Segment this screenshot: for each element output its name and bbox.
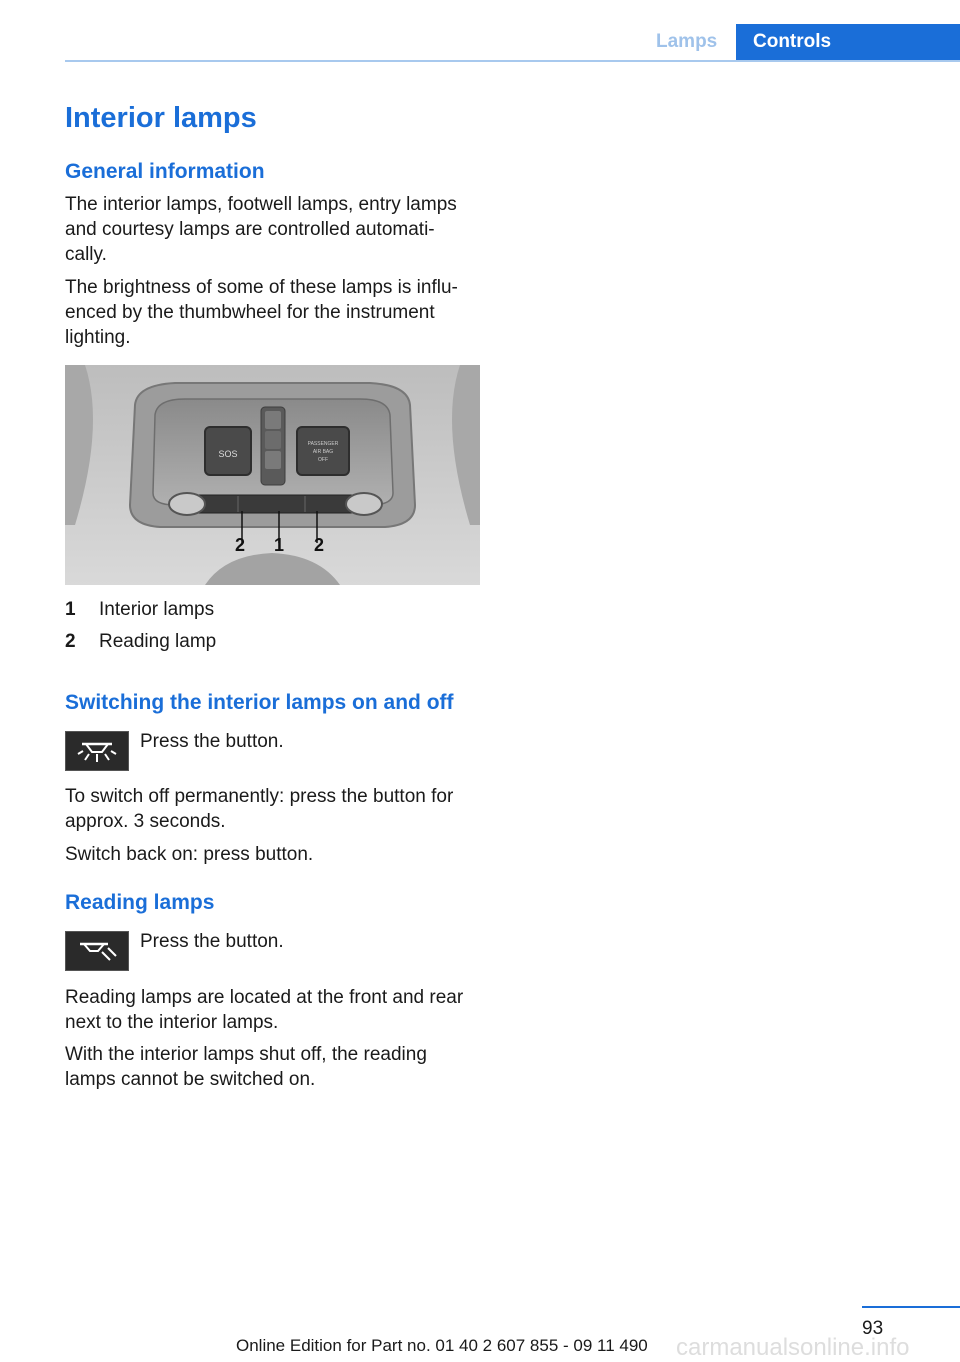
text-line: approx. 3 seconds. (65, 811, 226, 832)
reading-lamp-button-icon (65, 931, 129, 971)
callout-2-right: 2 (313, 535, 325, 555)
footer-rule (862, 1306, 960, 1308)
legend-text: Interior lamps (99, 599, 215, 620)
general-para-1 (65, 192, 483, 267)
text-line: With the interior lamps shut off, the reading (65, 1044, 427, 1065)
switching-para-2 (65, 842, 483, 867)
switching-para-1 (65, 784, 483, 834)
reading-caption: Press the button. (140, 931, 284, 952)
airbag-label-line: OFF (318, 457, 328, 463)
text-line: lighting. (65, 327, 131, 348)
text-line: next to the interior lamps. (65, 1012, 279, 1033)
airbag-label-line: PASSENGER (307, 441, 339, 447)
page-title: Interior lamps (65, 102, 257, 134)
general-heading: General information (65, 160, 265, 183)
switching-caption: Press the button. (140, 731, 284, 752)
sos-label: SOS (218, 449, 238, 459)
legend-number: 2 (65, 631, 76, 652)
text-line: To switch off permanently: press the button for (65, 786, 454, 807)
callout-2-left: 2 (234, 535, 246, 555)
header-chapter-tab: Controls (736, 24, 960, 62)
edition-line: Online Edition for Part no. 01 40 2 607 855 - 09 11 490 (236, 1336, 648, 1355)
header-rule (65, 60, 960, 62)
text-line: lamps cannot be switched on. (65, 1069, 316, 1090)
switching-heading: Switching the interior lamps on and off (65, 691, 454, 714)
text-line: and courtesy lamps are controlled automati- (65, 219, 435, 240)
reading-heading: Reading lamps (65, 891, 215, 914)
page-number: 93 (862, 1318, 884, 1339)
airbag-indicator (297, 427, 349, 475)
callout-1: 1 (273, 535, 285, 555)
airbag-label-line: AIR BAG (312, 449, 334, 455)
interior-lamp-button-icon (65, 731, 129, 771)
legend-text: Reading lamp (99, 631, 217, 652)
text-line: cally. (65, 244, 107, 265)
reading-para-2 (65, 1042, 483, 1092)
overhead-console-illustration (65, 365, 480, 585)
legend-number: 1 (65, 599, 76, 620)
watermark: carmanualsonline.info (676, 1334, 910, 1361)
sos-button (205, 427, 251, 475)
general-para-2 (65, 275, 483, 350)
interior-lamp-icon (66, 732, 128, 770)
text-line: The interior lamps, footwell lamps, entry lamps (65, 194, 457, 215)
overhead-console-figure (65, 365, 480, 585)
text-line: The brightness of some of these lamps is influ- (65, 277, 458, 298)
text-line: enced by the thumbwheel for the instrument (65, 302, 435, 323)
reading-lamp-icon (66, 932, 128, 970)
header-section-label: Lamps (656, 31, 718, 52)
reading-para-1 (65, 985, 483, 1035)
text-line: Reading lamps are located at the front and rear (65, 987, 464, 1008)
text-line: Switch back on: press button. (65, 844, 314, 865)
